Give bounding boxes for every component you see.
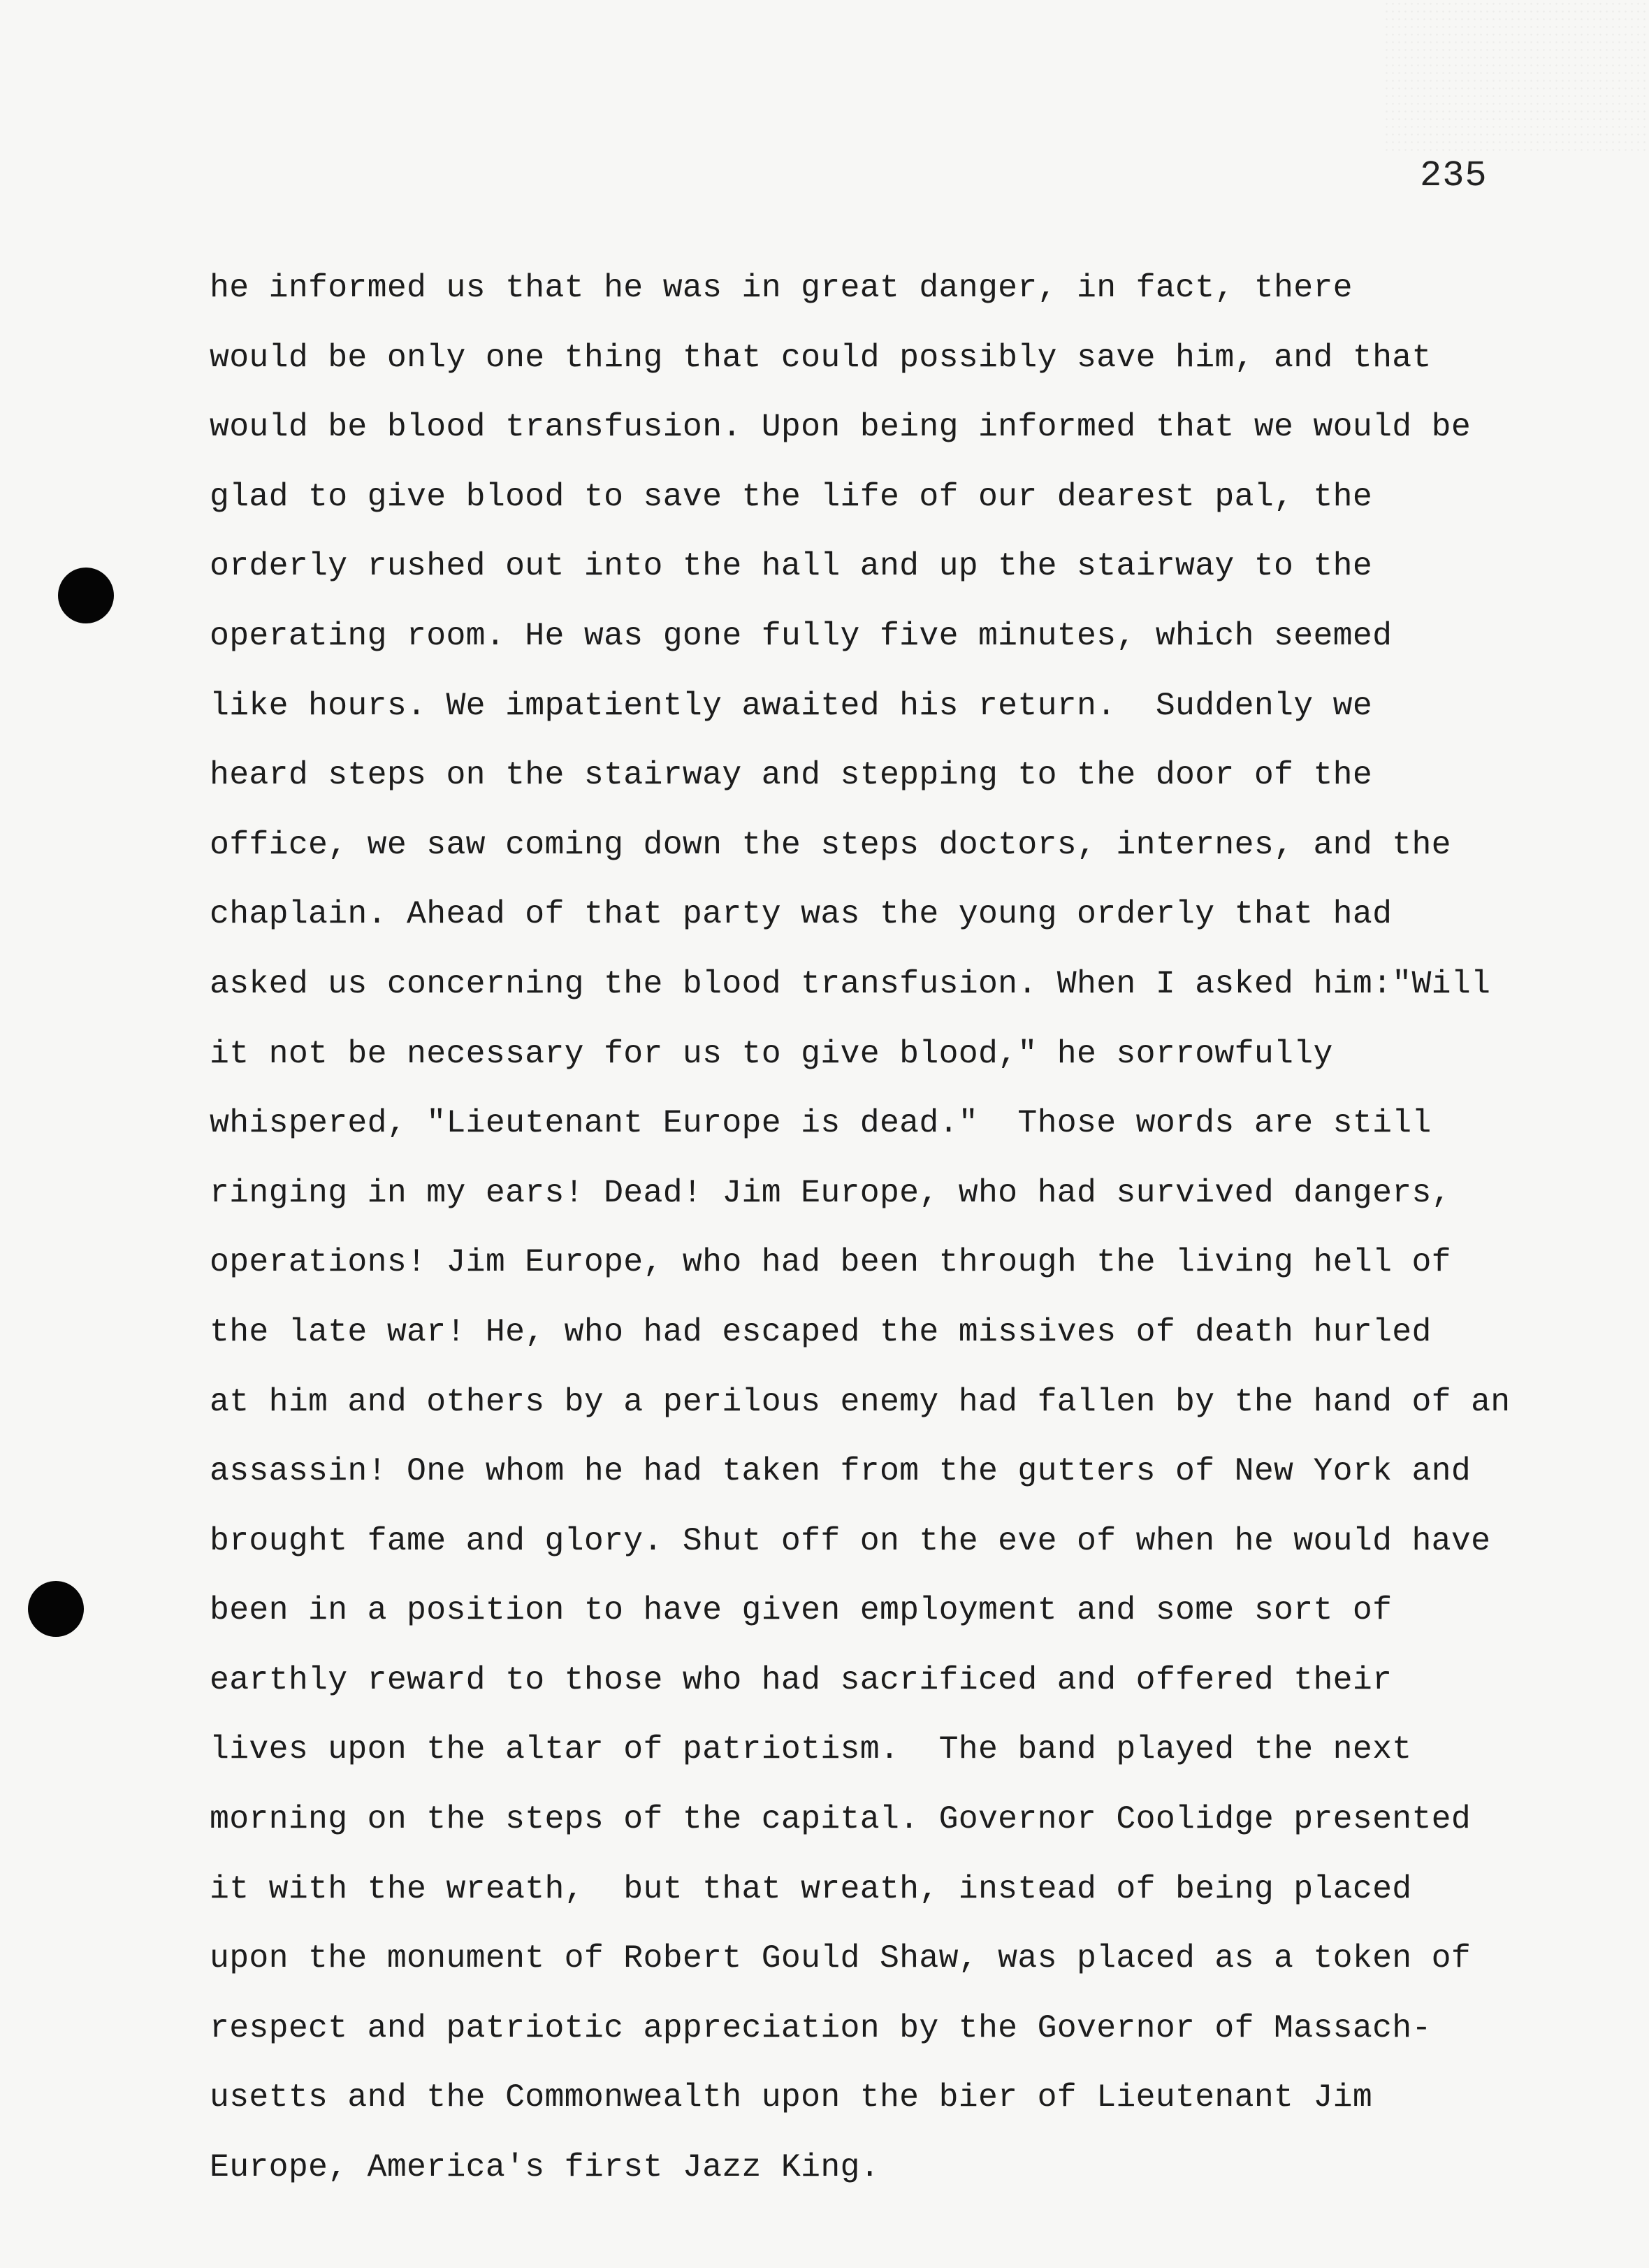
text-line-11: asked us concerning the blood transfusion. When I asked him:"Will: [210, 965, 1491, 1002]
text-line-15: operations! Jim Europe, who had been through the living hell of: [210, 1243, 1451, 1281]
text-line-12: it not be necessary for us to give blood," he sorrowfully: [210, 1034, 1333, 1072]
text-line-17: at him and others by a perilous enemy had fallen by the hand of an: [210, 1382, 1511, 1420]
body-text: [210, 253, 1607, 2202]
text-line-14: ringing in my ears! Dead! Jim Europe, who had survived dangers,: [210, 1173, 1451, 1211]
punch-hole-bottom: [28, 1581, 84, 1637]
text-line-22: lives upon the altar of patriotism. The band played the next: [210, 1731, 1412, 1768]
scan-speckle: [1383, 0, 1649, 154]
text-line-4: glad to give blood to save the life of our dearest pal, the: [210, 477, 1373, 515]
text-line-24: it with the wreath, but that wreath, instead of being placed: [210, 1870, 1412, 1907]
text-line-20: been in a position to have given employment and some sort of: [210, 1591, 1393, 1629]
text-line-2: would be only one thing that could possibly save him, and that: [210, 338, 1432, 376]
punch-hole-top: [58, 568, 114, 623]
text-line-5: orderly rushed out into the hall and up the stairway to the: [210, 547, 1373, 585]
text-line-25: upon the monument of Robert Gould Shaw, was placed as a token of: [210, 1940, 1472, 1977]
text-line-1: he informed us that he was in great danger, in fact, there: [210, 269, 1353, 306]
text-line-23: morning on the steps of the capital. Governor Coolidge presented: [210, 1800, 1472, 1838]
text-line-19: brought fame and glory. Shut off on the eve of when he would have: [210, 1522, 1491, 1559]
text-line-26: respect and patriotic appreciation by the Governor of Massach-: [210, 2009, 1432, 2046]
text-line-10: chaplain. Ahead of that party was the young orderly that had: [210, 895, 1393, 933]
text-line-16: the late war! He, who had escaped the missives of death hurled: [210, 1313, 1432, 1350]
text-line-8: heard steps on the stairway and stepping to the door of the: [210, 756, 1373, 794]
text-line-18: assassin! One whom he had taken from the gutters of New York and: [210, 1452, 1472, 1490]
text-line-9: office, we saw coming down the steps doctors, internes, and the: [210, 825, 1451, 863]
text-line-7: like hours. We impatiently awaited his return. Suddenly we: [210, 686, 1373, 724]
text-line-21: earthly reward to those who had sacrificed and offered their: [210, 1661, 1393, 1698]
text-line-13: whispered, "Lieutenant Europe is dead." Those words are still: [210, 1104, 1432, 1142]
text-line-28: Europe, America's first Jazz King.: [210, 2148, 880, 2186]
text-line-6: operating room. He was gone fully five minutes, which seemed: [210, 616, 1393, 654]
page-number: 235: [1420, 155, 1488, 196]
text-line-27: usetts and the Commonwealth upon the bier of Lieutenant Jim: [210, 2079, 1373, 2116]
text-line-3: would be blood transfusion. Upon being informed that we would be: [210, 408, 1472, 446]
